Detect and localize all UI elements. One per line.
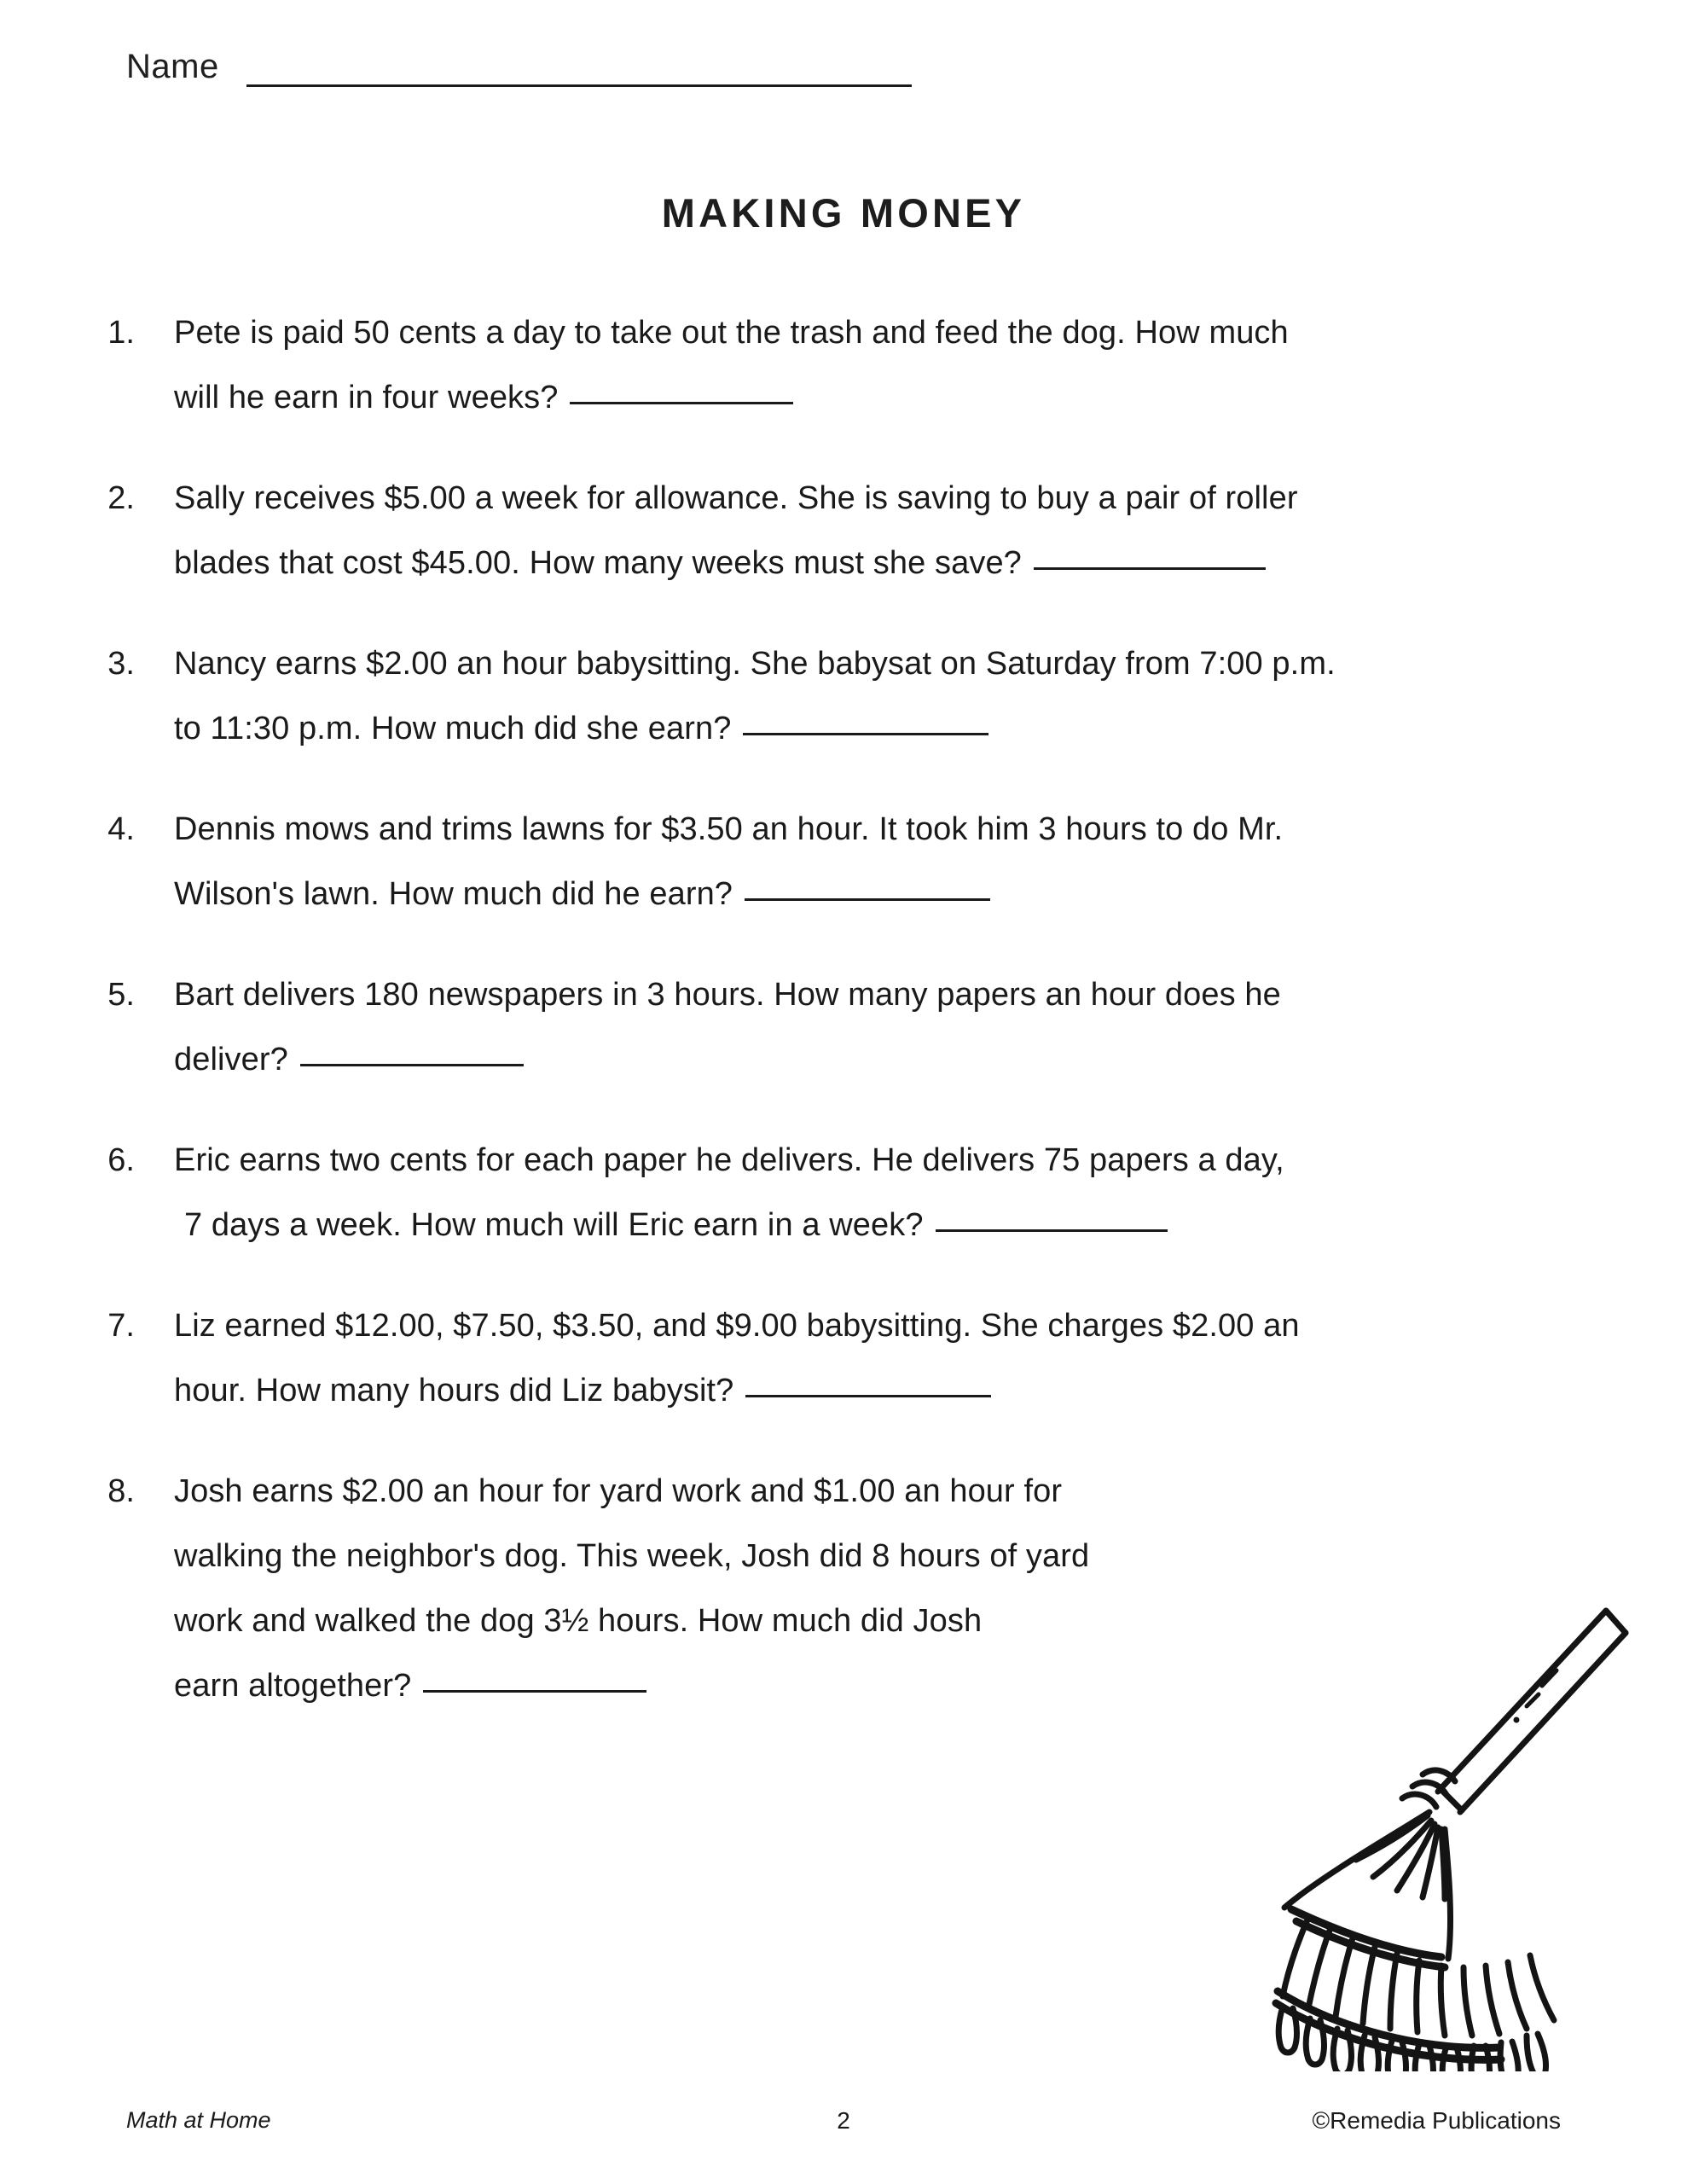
question-text: Liz earned $12.00, $7.50, $3.50, and $9.00 babysitting. She charges $2.00 an — [174, 1308, 1300, 1344]
question-text: Dennis mows and trims lawns for $3.50 an hour. It took him 3 hours to do Mr. — [174, 811, 1284, 847]
question-body — [135, 300, 1687, 430]
name-field-row — [126, 49, 979, 87]
question-text: work and walked the dog 3½ hours. How much did Josh — [174, 1603, 983, 1639]
question-text-line — [174, 531, 1576, 595]
question-text: will he earn in four weeks? — [174, 380, 559, 415]
question-body — [135, 1459, 1687, 1718]
answer-blank[interactable] — [570, 402, 793, 404]
question-number: 7. — [107, 1308, 135, 1344]
question-number: 1. — [107, 315, 135, 351]
question-text-line — [174, 1193, 1576, 1258]
question-item — [0, 466, 1687, 595]
question-text: Nancy earns $2.00 an hour babysitting. She babysat on Saturday from 7:00 p.m. — [174, 646, 1336, 682]
question-text: Wilson's lawn. How much did he earn? — [174, 876, 733, 912]
question-number: 4. — [107, 811, 135, 847]
question-text: walking the neighbor's dog. This week, Josh did 8 hours of yard — [174, 1538, 1090, 1574]
question-number: 5. — [107, 977, 135, 1013]
question-text-line — [174, 962, 1576, 1027]
question-text-line — [174, 1524, 1576, 1589]
question-number: 3. — [107, 646, 135, 682]
answer-blank[interactable] — [1034, 567, 1266, 570]
question-body — [135, 797, 1687, 926]
question-item — [0, 631, 1687, 761]
question-text-line — [174, 696, 1576, 761]
question-item — [0, 300, 1687, 430]
question-text-line — [174, 1589, 1576, 1653]
name-input-blank[interactable] — [246, 59, 912, 87]
question-text: to 11:30 p.m. How much did she earn? — [174, 711, 732, 746]
footer-book-title: Math at Home — [126, 2107, 271, 2133]
question-text: 7 days a week. How much will Eric earn in a week? — [184, 1207, 924, 1243]
question-text-line — [174, 300, 1576, 365]
question-item — [0, 1128, 1687, 1258]
question-text-line — [174, 862, 1576, 926]
question-number: 8. — [107, 1473, 135, 1509]
answer-blank[interactable] — [300, 1064, 524, 1066]
answer-blank[interactable] — [745, 1395, 991, 1397]
question-text: Josh earns $2.00 an hour for yard work and $1.00 an hour for — [174, 1473, 1063, 1509]
question-text-line — [174, 631, 1576, 696]
name-label: Name — [126, 48, 219, 85]
question-text: Sally receives $5.00 a week for allowance. She is saving to buy a pair of roller — [174, 480, 1298, 516]
answer-blank[interactable] — [936, 1229, 1168, 1232]
page-footer — [0, 2107, 1687, 2141]
question-text-line — [174, 466, 1576, 531]
question-text-line — [174, 365, 1576, 430]
question-text: earn altogether? — [174, 1668, 412, 1704]
question-body — [135, 962, 1687, 1092]
question-text: Bart delivers 180 newspapers in 3 hours. How many papers an hour does he — [174, 977, 1281, 1013]
question-item — [0, 797, 1687, 926]
question-text: Pete is paid 50 cents a day to take out the trash and feed the dog. How much — [174, 315, 1289, 351]
question-item — [0, 962, 1687, 1092]
question-text: Eric earns two cents for each paper he delivers. He delivers 75 papers a day, — [174, 1142, 1284, 1178]
question-text-line — [174, 1358, 1576, 1423]
answer-blank[interactable] — [745, 898, 990, 901]
question-number: 2. — [107, 480, 135, 516]
question-text: blades that cost $45.00. How many weeks must she save? — [174, 545, 1022, 581]
question-number: 6. — [107, 1142, 135, 1178]
question-text: hour. How many hours did Liz babysit? — [174, 1373, 734, 1409]
footer-page-number: 2 — [837, 2107, 850, 2134]
question-text-line — [174, 797, 1576, 862]
footer-copyright: ©Remedia Publications — [1312, 2107, 1561, 2134]
question-text-line — [174, 1293, 1576, 1358]
answer-blank[interactable] — [423, 1690, 646, 1693]
answer-blank[interactable] — [743, 733, 988, 735]
page-title: MAKING MONEY — [661, 190, 1026, 235]
question-item — [0, 1459, 1687, 1718]
question-list — [0, 300, 1687, 1754]
question-body — [135, 1128, 1687, 1258]
question-text-line — [174, 1027, 1576, 1092]
question-body — [135, 631, 1687, 761]
question-text-line — [174, 1459, 1576, 1524]
question-text-line — [174, 1128, 1576, 1193]
question-text: deliver? — [174, 1042, 288, 1077]
question-text-line — [174, 1653, 1576, 1718]
question-body — [135, 1293, 1687, 1423]
question-body — [135, 466, 1687, 595]
question-item — [0, 1293, 1687, 1423]
